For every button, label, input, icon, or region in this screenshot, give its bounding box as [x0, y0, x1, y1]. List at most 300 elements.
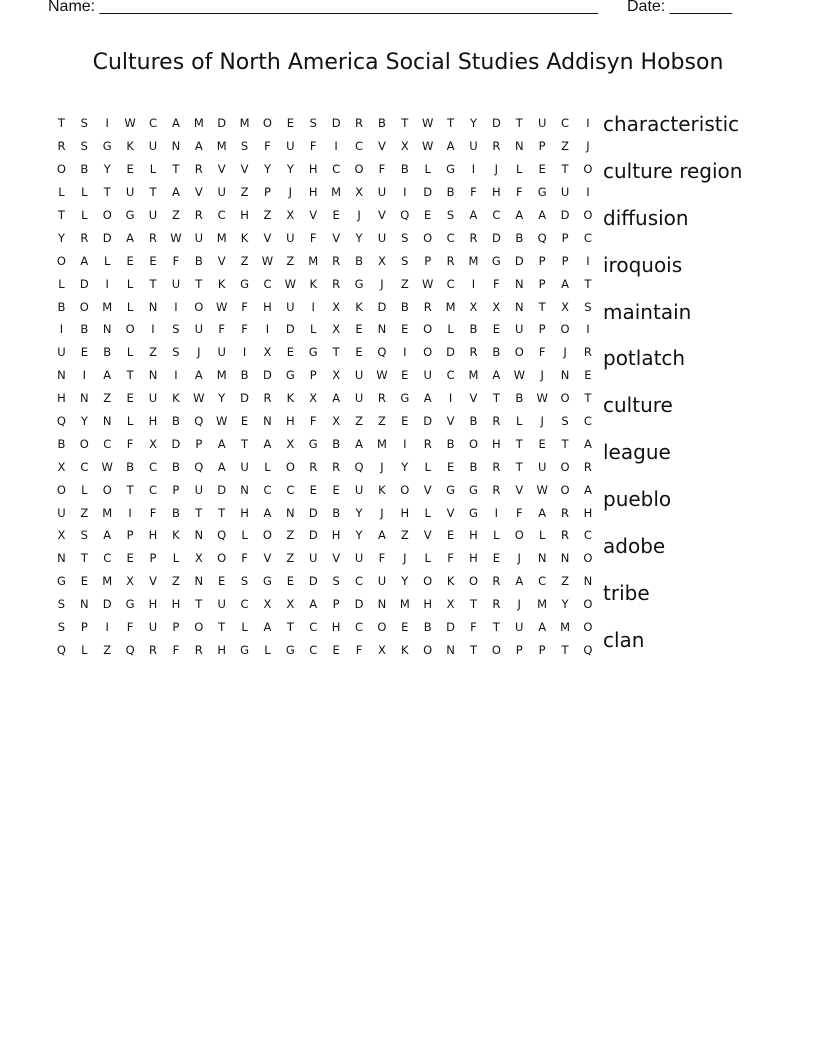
grid-letter: N: [286, 505, 295, 520]
grid-letter: Q: [217, 528, 227, 543]
grid-letter: R: [149, 642, 157, 657]
grid-letter: C: [446, 276, 455, 291]
grid-letter: B: [80, 162, 89, 177]
grid-letter: A: [583, 436, 592, 451]
grid-letter: D: [217, 482, 227, 497]
grid-letter: D: [102, 597, 112, 612]
grid-letter: G: [285, 642, 295, 657]
grid-letter: Y: [561, 597, 569, 612]
grid-letter: X: [309, 391, 318, 406]
grid-letter: X: [332, 299, 341, 314]
grid-letter: B: [57, 436, 66, 451]
grid-letter: L: [447, 322, 454, 337]
grid-letter: B: [171, 414, 180, 429]
header: [48, 0, 768, 16]
grid-letter: R: [80, 230, 89, 245]
grid-letter: L: [424, 459, 431, 474]
grid-letter: R: [332, 253, 341, 268]
grid-letter: B: [332, 505, 341, 520]
grid-letter: L: [81, 208, 88, 222]
grid-letter: C: [103, 551, 112, 566]
grid-letter: C: [309, 642, 318, 657]
grid-letter: C: [561, 116, 570, 131]
grid-letter: H: [423, 597, 433, 612]
grid-letter: Y: [103, 162, 111, 177]
grid-letter: L: [264, 459, 271, 474]
grid-letter: M: [537, 597, 548, 612]
grid-letter: S: [172, 322, 180, 337]
grid-letter: W: [536, 391, 548, 406]
grid-letter: U: [469, 139, 478, 154]
grid-letter: T: [241, 436, 249, 451]
grid-letter: T: [492, 391, 500, 406]
grid-letter: K: [401, 642, 409, 657]
grid-letter: O: [560, 391, 570, 406]
grid-letter: R: [263, 391, 272, 406]
grid-letter: E: [332, 208, 340, 222]
grid-letter: N: [148, 299, 158, 314]
grid-letter: S: [561, 414, 569, 429]
grid-letter: T: [561, 642, 569, 657]
word-list-item: characteristic: [603, 112, 740, 136]
grid-letter: R: [492, 597, 501, 612]
grid-letter: G: [125, 208, 135, 222]
grid-letter: V: [217, 253, 226, 268]
grid-letter: P: [172, 620, 180, 635]
grid-letter: U: [217, 185, 226, 200]
grid-letter: B: [240, 368, 249, 383]
grid-letter: A: [217, 436, 226, 451]
grid-letter: J: [380, 276, 384, 291]
grid-letter: W: [215, 414, 228, 429]
grid-letter: V: [332, 551, 341, 566]
grid-letter: X: [57, 528, 66, 543]
grid-letter: N: [194, 528, 204, 543]
grid-letter: K: [172, 528, 180, 543]
grid-letter: G: [263, 574, 272, 589]
grid-letter: C: [148, 482, 158, 497]
grid-letter: E: [126, 391, 134, 406]
grid-letter: Q: [56, 642, 66, 657]
word-list-item: culture region: [603, 158, 743, 183]
grid-letter: A: [103, 528, 112, 543]
grid-letter: Z: [103, 391, 112, 406]
grid-letter: B: [171, 459, 180, 474]
grid-letter: O: [583, 162, 593, 177]
grid-letter: D: [102, 230, 112, 245]
grid-letter: B: [194, 253, 203, 268]
grid-letter: E: [80, 345, 88, 360]
grid-letter: N: [560, 368, 570, 383]
grid-letter: R: [332, 276, 341, 291]
grid-letter: Z: [286, 528, 295, 543]
grid-letter: F: [126, 436, 134, 451]
grid-letter: X: [377, 642, 386, 657]
grid-letter: E: [309, 482, 317, 497]
grid-letter: T: [149, 185, 157, 200]
grid-letter: Z: [80, 505, 89, 520]
grid-letter: R: [194, 208, 203, 222]
grid-letter: U: [194, 230, 203, 245]
grid-letter: Q: [194, 414, 204, 429]
grid-letter: F: [470, 185, 477, 200]
grid-letter: J: [494, 162, 499, 177]
grid-letter: S: [57, 620, 66, 635]
grid-letter: Z: [377, 414, 386, 429]
grid-letter: U: [194, 322, 203, 337]
grid-letter: N: [57, 368, 66, 383]
grid-letter: M: [399, 597, 410, 612]
grid-letter: O: [194, 620, 204, 635]
grid-letter: F: [493, 276, 500, 291]
grid-letter: H: [57, 391, 66, 406]
grid-letter: D: [491, 230, 501, 245]
grid-letter: F: [309, 230, 317, 245]
grid-letter: O: [56, 482, 66, 497]
word-list-item: league: [603, 440, 671, 465]
grid-letter: L: [58, 276, 65, 291]
grid-letter: O: [56, 162, 66, 177]
grid-letter: M: [102, 299, 113, 314]
grid-letter: H: [286, 414, 295, 429]
grid-letter: C: [263, 482, 272, 497]
grid-letter: M: [468, 368, 479, 383]
grid-letter: N: [514, 276, 524, 291]
grid-letter: X: [286, 597, 295, 612]
grid-letter: B: [400, 162, 409, 177]
grid-letter: F: [309, 414, 317, 429]
grid-letter: P: [538, 642, 546, 657]
grid-letter: D: [560, 208, 570, 222]
grid-letter: E: [126, 551, 134, 566]
grid-letter: D: [217, 116, 227, 131]
grid-letter: Z: [171, 574, 180, 589]
grid-letter: T: [492, 620, 500, 635]
grid-letter: R: [561, 505, 570, 520]
grid-letter: J: [586, 139, 590, 154]
grid-letter: L: [81, 185, 88, 200]
grid-letter: G: [285, 368, 295, 383]
grid-letter: O: [423, 642, 433, 657]
grid-letter: R: [561, 528, 570, 543]
grid-letter: R: [149, 230, 157, 245]
grid-letter: A: [309, 597, 318, 612]
grid-letter: L: [538, 528, 546, 543]
grid-letter: R: [57, 139, 66, 154]
grid-letter: V: [469, 391, 478, 406]
grid-letter: E: [538, 162, 546, 177]
grid-letter: Y: [469, 116, 477, 131]
grid-letter: U: [148, 391, 158, 406]
grid-letter: M: [216, 368, 227, 383]
grid-letter: H: [492, 185, 501, 200]
grid-letter: L: [172, 551, 180, 566]
grid-letter: F: [241, 299, 248, 314]
grid-letter: N: [446, 642, 455, 657]
grid-letter: W: [170, 230, 182, 245]
grid-letter: P: [561, 230, 569, 245]
grid-letter: U: [537, 116, 547, 131]
grid-letter: K: [217, 276, 226, 291]
grid-letter: A: [217, 459, 226, 474]
grid-letter: T: [195, 505, 203, 520]
grid-letter: C: [286, 482, 295, 497]
grid-letter: M: [560, 620, 570, 635]
grid-letter: F: [172, 642, 180, 657]
grid-letter: Z: [103, 642, 112, 657]
grid-letter: G: [308, 345, 318, 360]
grid-letter: O: [285, 459, 295, 474]
grid-letter: Z: [286, 253, 295, 268]
grid-letter: A: [538, 208, 547, 222]
grid-letter: X: [446, 597, 455, 612]
grid-letter: W: [376, 368, 388, 383]
grid-letter: X: [332, 368, 341, 383]
grid-letter: T: [515, 459, 523, 474]
grid-letter: G: [400, 391, 410, 406]
grid-letter: E: [80, 574, 88, 589]
grid-letter: E: [126, 162, 134, 177]
grid-letter: W: [193, 391, 205, 406]
grid-letter: C: [148, 459, 158, 474]
grid-letter: Y: [263, 162, 271, 177]
grid-letter: I: [265, 322, 270, 337]
grid-letter: E: [492, 551, 500, 566]
grid-letter: C: [332, 162, 341, 177]
grid-letter: H: [148, 528, 158, 543]
grid-letter: R: [423, 299, 432, 314]
grid-letter: R: [492, 139, 501, 154]
grid-letter: A: [103, 368, 112, 383]
grid-letter: E: [401, 368, 409, 383]
grid-letter: U: [57, 505, 66, 520]
grid-letter: V: [263, 551, 272, 566]
grid-letter: B: [492, 345, 501, 360]
grid-letter: U: [354, 551, 364, 566]
grid-letter: M: [239, 116, 250, 131]
grid-letter: P: [172, 482, 180, 497]
grid-letter: O: [423, 322, 433, 337]
grid-letter: F: [538, 345, 546, 360]
grid-letter: P: [263, 185, 271, 200]
grid-letter: M: [193, 116, 204, 131]
grid-letter: Q: [125, 642, 135, 657]
grid-letter: X: [469, 299, 478, 314]
grid-letter: O: [583, 208, 593, 222]
grid-letter: F: [309, 139, 317, 154]
grid-letter: F: [378, 162, 386, 177]
grid-letter: T: [515, 116, 523, 131]
grid-letter: X: [263, 597, 272, 612]
grid-letter: I: [471, 162, 476, 177]
grid-letter: W: [261, 253, 274, 268]
grid-letter: A: [263, 505, 272, 520]
grid-letter: L: [516, 162, 523, 177]
grid-letter: V: [149, 574, 157, 589]
grid-letter: E: [401, 414, 409, 429]
grid-letter: Y: [355, 230, 363, 245]
grid-letter: O: [423, 230, 433, 245]
grid-letter: A: [263, 436, 272, 451]
grid-letter: D: [308, 528, 318, 543]
grid-letter: L: [424, 505, 431, 520]
grid-letter: R: [309, 459, 318, 474]
grid-letter: E: [240, 414, 249, 429]
grid-letter: R: [492, 482, 501, 497]
grid-letter: Z: [263, 208, 272, 222]
grid-letter: X: [492, 299, 501, 314]
grid-letter: N: [148, 368, 158, 383]
grid-letter: D: [377, 299, 387, 314]
grid-letter: C: [309, 620, 318, 635]
grid-letter: B: [446, 436, 455, 451]
grid-letter: L: [104, 253, 111, 268]
grid-letter: W: [284, 276, 297, 291]
grid-letter: G: [240, 642, 250, 657]
grid-letter: V: [194, 185, 203, 200]
grid-letter: T: [57, 116, 65, 131]
grid-letter: B: [515, 230, 524, 245]
grid-letter: S: [172, 345, 180, 360]
grid-letter: X: [286, 208, 295, 222]
name-field-label: Name: ________________________________________________________: [48, 0, 598, 15]
grid-letter: T: [126, 368, 134, 383]
grid-letter: S: [401, 230, 409, 245]
grid-letter: A: [263, 620, 272, 635]
grid-letter: S: [240, 574, 249, 589]
grid-letter: K: [378, 482, 386, 497]
grid-letter: T: [103, 185, 111, 200]
grid-letter: E: [355, 322, 363, 337]
grid-letter: N: [537, 551, 547, 566]
grid-letter: A: [332, 391, 341, 406]
grid-letter: C: [263, 276, 272, 291]
grid-letter: A: [171, 185, 180, 200]
grid-letter: S: [57, 597, 66, 612]
grid-letter: U: [286, 299, 295, 314]
grid-letter: H: [171, 597, 181, 612]
grid-letter: Z: [171, 208, 180, 222]
grid-letter: E: [446, 528, 455, 543]
word-list-item: clan: [603, 627, 645, 652]
grid-letter: G: [354, 276, 364, 291]
grid-letter: O: [194, 299, 204, 314]
grid-letter: B: [515, 391, 524, 406]
grid-letter: S: [309, 116, 317, 131]
grid-letter: C: [583, 230, 592, 245]
grid-letter: F: [172, 253, 180, 268]
grid-letter: T: [447, 116, 455, 131]
grid-letter: I: [403, 345, 407, 360]
grid-letter: O: [102, 482, 112, 497]
grid-letter: E: [492, 322, 500, 337]
grid-letter: I: [586, 322, 590, 337]
grid-letter: G: [446, 482, 456, 497]
grid-letter: E: [446, 459, 455, 474]
grid-letter: K: [240, 230, 249, 245]
grid-letter: N: [377, 322, 387, 337]
grid-letter: B: [469, 414, 478, 429]
grid-letter: D: [308, 574, 318, 589]
grid-letter: P: [538, 276, 546, 291]
grid-letter: C: [355, 620, 364, 635]
date-field-label: Date: _______: [627, 0, 732, 15]
grid-letter: M: [331, 185, 342, 200]
grid-letter: B: [332, 436, 341, 451]
grid-letter: U: [309, 551, 318, 566]
grid-letter: R: [492, 459, 501, 474]
grid-letter: D: [308, 505, 318, 520]
grid-letter: F: [241, 551, 248, 566]
grid-letter: T: [515, 436, 523, 451]
grid-letter: J: [517, 597, 521, 612]
grid-letter: B: [469, 322, 478, 337]
grid-letter: H: [148, 414, 158, 429]
word-list: [603, 109, 813, 672]
grid-letter: W: [422, 276, 434, 291]
grid-letter: W: [422, 139, 434, 154]
grid-letter: K: [309, 276, 318, 291]
grid-letter: G: [102, 139, 112, 154]
grid-letter: G: [469, 482, 478, 497]
grid-letter: C: [583, 414, 592, 429]
grid-letter: I: [311, 299, 315, 314]
grid-letter: D: [263, 368, 272, 383]
grid-letter: O: [423, 574, 433, 589]
grid-letter: F: [218, 322, 225, 337]
grid-letter: H: [400, 505, 410, 520]
grid-letter: B: [126, 459, 135, 474]
grid-letter: S: [80, 528, 88, 543]
grid-letter: W: [124, 116, 136, 131]
grid-letter: E: [401, 322, 409, 337]
grid-letter: F: [447, 551, 454, 566]
grid-letter: C: [538, 574, 547, 589]
grid-letter: X: [332, 414, 341, 429]
grid-letter: N: [560, 551, 570, 566]
grid-letter: G: [308, 436, 318, 451]
grid-letter: F: [355, 642, 363, 657]
grid-letter: T: [80, 551, 88, 566]
grid-letter: O: [400, 482, 410, 497]
grid-letter: L: [126, 276, 134, 291]
grid-letter: H: [308, 185, 318, 200]
grid-letter: G: [125, 597, 135, 612]
grid-letter: M: [216, 139, 227, 154]
grid-letter: M: [445, 299, 456, 314]
grid-letter: J: [357, 208, 361, 222]
grid-letter: T: [584, 276, 592, 291]
grid-letter: N: [514, 139, 524, 154]
grid-letter: D: [240, 391, 249, 406]
grid-letter: Q: [194, 459, 204, 474]
grid-letter: E: [218, 574, 226, 589]
grid-letter: U: [286, 230, 295, 245]
grid-letter: H: [148, 597, 158, 612]
grid-letter: L: [264, 642, 271, 657]
grid-letter: L: [81, 642, 88, 657]
grid-letter: B: [103, 345, 112, 360]
grid-letter: H: [240, 208, 249, 222]
grid-letter: Y: [80, 414, 88, 429]
grid-letter: A: [492, 368, 501, 383]
grid-letter: N: [102, 322, 112, 337]
grid-letter: W: [215, 299, 228, 314]
grid-letter: S: [80, 116, 88, 131]
grid-letter: X: [377, 253, 386, 268]
grid-letter: Z: [240, 185, 249, 200]
grid-letter: W: [101, 459, 113, 474]
